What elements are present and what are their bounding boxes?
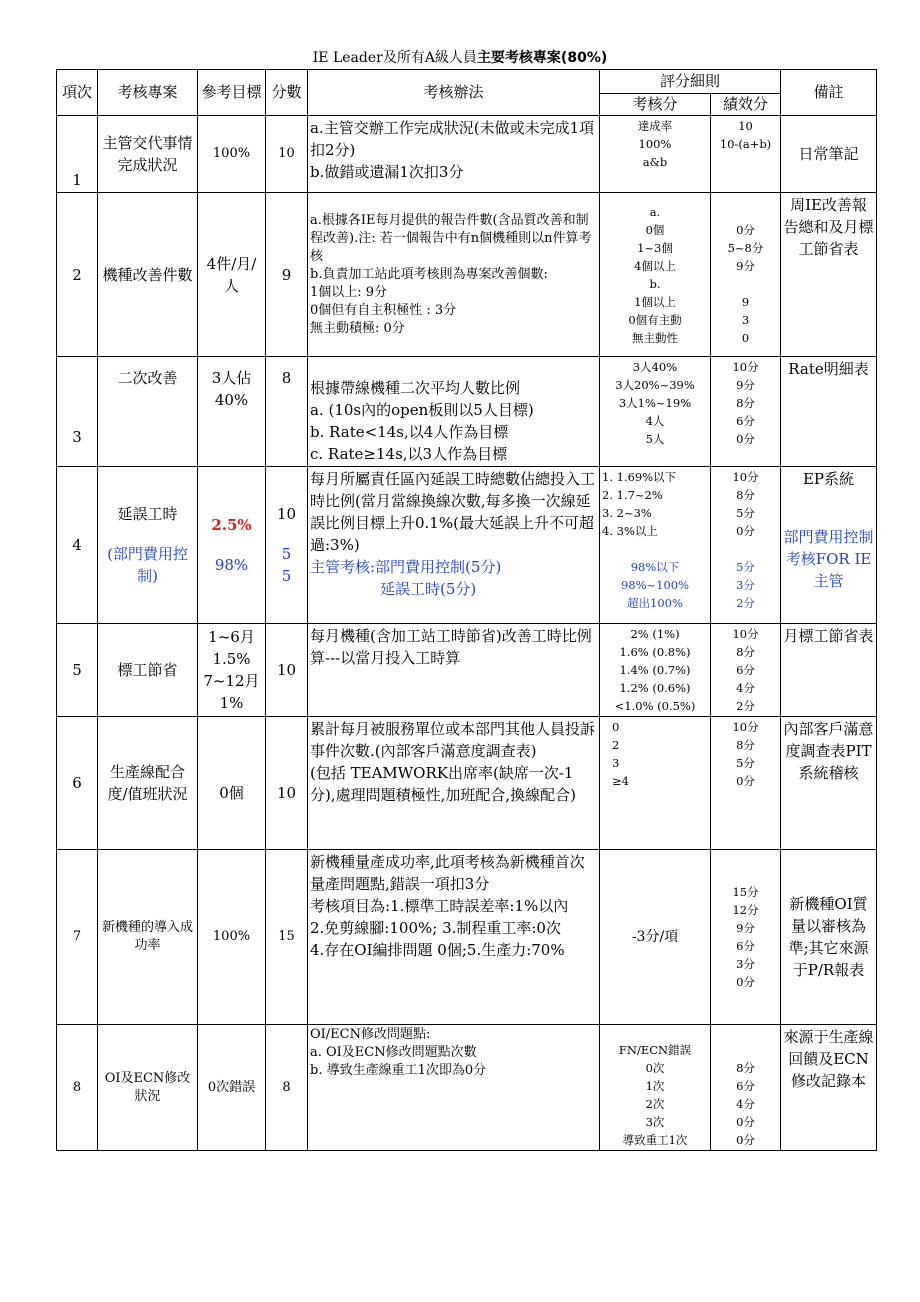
target-line: 1.5% [212,650,251,668]
perf-line: 8分 [736,1061,755,1075]
assess-line: 2% (1%) [630,627,680,641]
remark-spacer [783,490,874,508]
assess-line: 1. 1.69%以下 [602,470,677,484]
method-text: 每月所屬責任區內延誤工時總數佔總投入工時比例(當月當線換線次數,每多換一次線延誤比例目標上升0.1%(最大延誤上升不可超過:3%) [310,470,596,554]
table-row [57,116,877,193]
assess-line: a&b [642,155,668,169]
perf-line: 9分 [736,378,755,392]
perf-line: 0分 [736,432,755,446]
header-method: 考核辦法 [308,70,600,116]
header-score: 分數 [266,70,308,116]
assess-blue-line: 98%~100% [620,578,690,592]
target-red: 2.5% [211,516,252,534]
row-remark: 周IE改善報告總和及月標工節省表 [781,193,877,357]
row-target: 100% [198,116,266,193]
header-item: 項次 [57,70,98,116]
perf-line: 12分 [732,903,759,917]
perf-spacer [713,540,778,558]
perf-line: 3 [741,312,750,327]
assess-blue-line: 超出100% [627,596,683,610]
assess-line: 1次 [645,1079,665,1093]
row-perf [711,116,781,193]
row-remark: 日常筆記 [781,116,877,193]
row-method [308,1025,600,1151]
row-no: 7 [57,850,98,1025]
row-score: 9 [266,193,308,357]
row-assess: -3分/項 [600,850,711,1025]
score-main: 10 [276,505,297,523]
assess-blue-line: 98%以下 [630,560,680,574]
method-line: 根據帶線機種二次平均人數比例 [310,379,521,397]
assess-line: 3人20%~39% [615,378,695,392]
row-target: 0次錯誤 [198,1025,266,1151]
perf-line: 6分 [736,1079,755,1093]
title-prefix: IE Leader及所有A級人員 [312,50,477,66]
perf-line: 0 [741,330,750,345]
target-blue: 98% [214,556,249,574]
assess-line: 100% [638,137,672,151]
perf-line: 10 [738,119,753,133]
assess-line: 4人 [645,414,665,428]
row-score: 8 [266,357,308,467]
assess-line: 1~3個 [637,240,673,255]
row-perf [711,193,781,357]
row-perf [711,717,781,850]
target-line: 1% [219,694,244,712]
row-score: 10 [266,116,308,193]
table-row [57,624,877,717]
method-line: 新機種量產成功率,此項考核為新機種首次量產問題點,錯誤一項扣3分 [310,853,585,893]
row-project: 新機種的導入成功率 [98,850,198,1025]
assess-line: 1.4% (0.7%) [619,663,691,677]
method-blue: 主管考核:部門費用控制(5分) [310,558,502,576]
perf-line: 10分 [732,360,759,374]
header-target: 參考目標 [198,70,266,116]
assess-line: a. [649,204,661,219]
row-no: 2 [57,193,98,357]
row-project: 機種改善件數 [98,193,198,357]
row-perf [711,624,781,717]
row-project: 標工節省 [98,624,198,717]
perf-spacer [713,203,778,221]
assess-line: 1個以上 [634,294,676,309]
remark-text: EP系統 [802,470,855,488]
perf-line: 6分 [736,939,755,953]
assess-line: 0 [612,720,620,734]
row-perf [711,357,781,467]
perf-line: 10分 [732,720,759,734]
perf-line: 2分 [736,699,755,713]
assess-line: 0個有主動 [628,312,682,327]
assess-line: 達成率 [637,119,673,133]
row-target: 0個 [198,717,266,850]
perf-line: 0分 [736,524,755,538]
header-detail: 評分細則 [600,70,781,94]
row-target: 4件/月/人 [198,193,266,357]
perf-line: 3分 [736,957,755,971]
method-line: 考核項目為:1.標準工時誤差率:1%以內 [310,897,569,915]
header-project: 考核專案 [98,70,198,116]
assess-line: 0個 [645,222,665,237]
assess-line: 4個以上 [634,258,676,273]
table-row [57,467,877,624]
assess-line: 2. 1.7~2% [602,488,663,502]
method-line: b. 導致生產線重工1次即為0分 [310,1063,487,1078]
row-assess [600,624,711,717]
row-no: 1 [57,116,98,193]
row-method [308,717,600,850]
method-line: 0個但有自主积極性 : 3分 [310,302,457,318]
row-perf [711,1025,781,1151]
perf-line: 9分 [736,921,755,935]
table-row [57,1025,877,1151]
target-spacer [200,536,263,554]
score-blue: 5 [281,545,292,563]
method-line: a.根據各IE每月提供的報告件數(含品質改善和制程改善).注: 若一個報告中有n個機種則以n件算考核 [310,212,592,264]
assess-line: 4. 3%以上 [602,524,658,538]
assess-line: 3次 [645,1115,665,1129]
table-row [57,717,877,850]
perf-blue-line: 3分 [736,578,755,592]
table-row [57,193,877,357]
perf-line: 5~8分 [727,240,764,255]
assess-line: <1.0% (0.5%) [614,699,696,713]
row-method [308,193,600,357]
assess-line: 無主動性 [632,330,678,345]
header-perf: 績效分 [711,94,781,116]
perf-line: 4分 [736,681,755,695]
row-score: 8 [266,1025,308,1151]
perf-line: 0分 [736,774,755,788]
remark-spacer [783,508,874,526]
method-line: 1個以上: 9分 [310,284,388,300]
perf-line: 4分 [736,1097,755,1111]
row-score: 10 [266,624,308,717]
document-title [0,47,920,67]
target-line: 1~6月 [208,628,255,646]
row-assess [600,717,711,850]
row-no: 4 [57,467,98,624]
perf-blue-line: 2分 [736,596,755,610]
method-line: c. Rate≥14s,以3人作為目標 [310,445,508,463]
row-target: 3人佔40% [198,357,266,467]
assess-line: b. [649,276,661,291]
row-project: 二次改善 [98,357,198,467]
assess-line: 0次 [645,1061,665,1075]
method-line: a. (10s內的open板則以5人目標) [310,401,534,419]
perf-line: 10-(a+b) [719,137,772,151]
method-line: b. Rate<14s,以4人作為目標 [310,423,509,441]
method-line: (包括 TEAMWORK出席率(缺席一次-1分),處理問題積極性,加班配合,換線配合) [310,764,577,804]
perf-line: 0分 [736,222,755,237]
row-assess [600,467,711,624]
assess-spacer [602,540,708,558]
perf-line: 0分 [736,1133,755,1147]
header-remark: 備註 [781,70,877,116]
header-row [57,70,877,94]
perf-line: 0分 [736,975,755,989]
assess-line: 2次 [645,1097,665,1111]
perf-line: 8分 [736,488,755,502]
method-blue: 延誤工時(5分) [380,580,477,598]
row-remark: 來源于生產線回饋及ECN修改記錄本 [781,1025,877,1151]
row-no: 6 [57,717,98,850]
perf-line: 15分 [732,885,759,899]
row-method [308,850,600,1025]
row-method [308,116,600,193]
perf-line: 6分 [736,663,755,677]
assessment-table [56,69,877,1151]
row-no: 8 [57,1025,98,1151]
method-line: b.做錯或遺漏1次扣3分 [310,163,464,181]
remark-blue: 部門費用控制考核FOR IE主管 [783,528,874,590]
header-assess: 考核分 [600,94,711,116]
method-line: a.主管交辦工作完成狀況(未做或未完成1項扣2分) [310,119,595,159]
row-project: OI及ECN修改狀況 [98,1025,198,1151]
perf-line: 9 [741,294,750,309]
row-perf [711,850,781,1025]
perf-blue-line: 5分 [736,560,755,574]
method-line: 2.免剪線腳:100%; 3.制程重工率:0次 [310,919,561,937]
assess-line: 3 [612,756,620,770]
row-score: 15 [266,850,308,1025]
assess-line: 5人 [645,432,665,446]
method-line: 無主動積極: 0分 [310,320,405,336]
perf-line: 8分 [736,396,755,410]
row-remark: Rate明細表 [781,357,877,467]
perf-line: 10分 [732,470,759,484]
row-target: 100% [198,850,266,1025]
project-label-blue: (部門費用控制) [107,545,188,585]
assess-line: ≥4 [612,774,629,788]
assess-line: 2 [612,738,620,752]
row-no: 5 [57,624,98,717]
assess-line: 3人40% [632,360,678,374]
assess-line: 3. 2~3% [602,506,652,520]
row-project [98,467,198,624]
perf-line: 0分 [736,1115,755,1129]
row-remark: 月標工節省表 [781,624,877,717]
row-perf [711,467,781,624]
method-line: a. OI及ECN修改問題點次數 [310,1045,477,1060]
row-target [198,624,266,717]
perf-line: 5分 [736,506,755,520]
table-row [57,850,877,1025]
row-method [308,357,600,467]
assess-line: 1.2% (0.6%) [619,681,691,695]
row-score [266,467,308,624]
perf-line: 9分 [736,258,755,273]
perf-line: 8分 [736,738,755,752]
title-bold: 主要考核專案(80%) [476,50,608,66]
method-line: b.負責加工站此項考核則為專案改善個數: [310,266,548,282]
method-line: 累計每月被服務單位或本部門其他人員投訴事件次數.(內部客戶滿意度調查表) [310,720,596,760]
row-assess [600,357,711,467]
row-project: 生產線配合度/值班狀況 [98,717,198,850]
score-spacer [268,525,305,543]
row-score: 10 [266,717,308,850]
row-method [308,467,600,624]
assess-line: FN/ECN錯誤 [618,1043,692,1057]
score-blue: 5 [281,567,292,585]
perf-line: 6分 [736,414,755,428]
row-remark [781,467,877,624]
row-assess [600,116,711,193]
project-label: 延誤工時 [117,505,178,523]
assess-line: 3人1%~19% [618,396,692,410]
method-line: OI/ECN修改問題點: [310,1027,431,1042]
row-assess [600,193,711,357]
assess-line: 1.6% (0.8%) [619,645,691,659]
row-remark: 內部客戶滿意度調查表PIT系統稽核 [781,717,877,850]
row-no: 3 [57,357,98,467]
project-spacer [100,525,195,543]
table-row [57,357,877,467]
method-line: 4.存在OI編排問題 0個;5.生產力:70% [310,941,565,959]
row-target [198,467,266,624]
row-remark: 新機種OI質量以審核為準;其它來源于P/R報表 [781,850,877,1025]
perf-spacer [713,275,778,293]
row-method: 每月機種(含加工站工時節省)改善工時比例算---以當月投入工時算 [308,624,600,717]
perf-line: 8分 [736,645,755,659]
target-line: 7~12月 [203,672,260,690]
assess-line: 導致重工1次 [622,1133,688,1147]
perf-line: 10分 [732,627,759,641]
row-project: 主管交代事情完成狀況 [98,116,198,193]
perf-line: 5分 [736,756,755,770]
row-assess [600,1025,711,1151]
